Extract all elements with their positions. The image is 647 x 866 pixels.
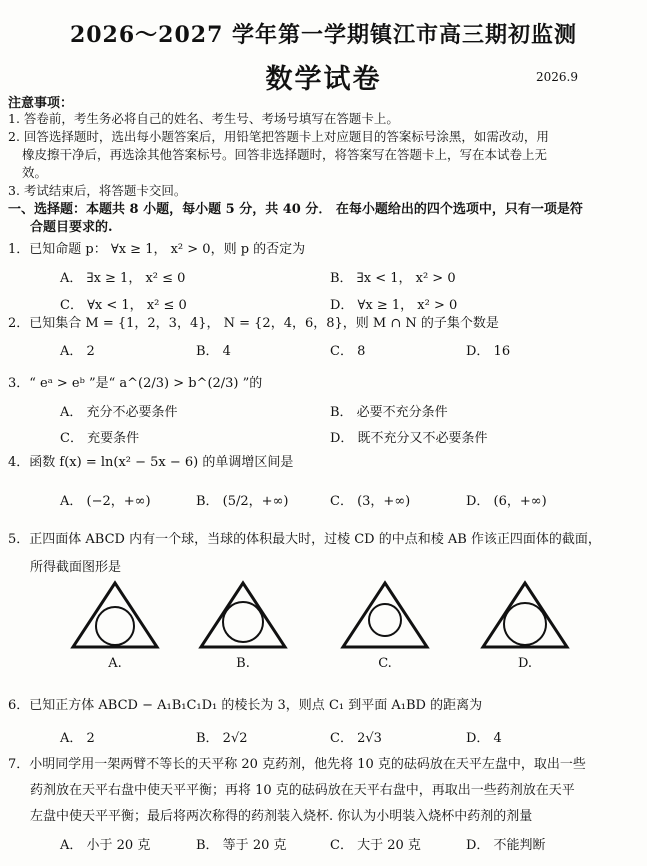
question-6-option-b: B． 2√2 <box>196 731 248 746</box>
question-6-stem: 6．已知正方体 ABCD − A₁B₁C₁D₁ 的棱长为 3，则点 C₁ 到平面 A₁BD 的距离为 <box>8 698 483 713</box>
notes-heading: 注意事项： <box>8 96 74 111</box>
question-7-stem-cont: 左盘中使天平平衡；最后将两次称得的药剂装入烧杯. 你认为小明装入烧杯中药剂的剂量 <box>30 809 533 824</box>
note-line: 2. 回答选择题时，选出每小题答案后，用铅笔把答题卡上对应题目的答案标号涂黑，如需改动，用 <box>8 129 549 144</box>
note-line: 1. 答卷前，考生务必将自己的姓名、考生号、考场号填写在答题卡上。 <box>8 111 399 126</box>
question-4-option-b: B． (5/2，+∞) <box>196 494 289 509</box>
question-2-option-a: A． 2 <box>60 344 95 359</box>
exam-subject: 数学试卷 <box>265 64 382 95</box>
question-3-option-d: D． 既不充分又不必要条件 <box>330 431 488 446</box>
question-1-option-a: A． ∃x ≥ 1， x² ≤ 0 <box>60 271 186 286</box>
question-5-stem: 5．正四面体 ABCD 内有一个球，当球的体积最大时，过棱 CD 的中点和棱 AB 作该正四面体的截面， <box>8 532 601 547</box>
question-5-figures <box>60 580 620 680</box>
figure-label: D. <box>517 656 533 671</box>
question-1-option-b: B． ∃x < 1， x² > 0 <box>330 271 456 286</box>
note-line: 3. 考试结束后，将答题卡交回。 <box>8 183 187 198</box>
triangle-circle-icon <box>69 580 161 650</box>
question-1-option-d: D． ∀x ≥ 1， x² > 0 <box>330 298 458 313</box>
question-7-stem-cont: 药剂放在天平右盘中使天平平衡；再将 10 克的砝码放在天平右盘中，再取出一些药剂放在天平 <box>30 783 575 798</box>
question-3-option-c: C． 充要条件 <box>60 431 140 446</box>
question-4-stem: 4．函数 f(x) = ln(x² − 5x − 6) 的单调增区间是 <box>8 455 294 470</box>
question-6-option-a: A． 2 <box>60 731 95 746</box>
question-5-figure-a <box>60 580 170 671</box>
question-2-option-c: C． 8 <box>330 344 366 359</box>
question-7-stem: 7．小明同学用一架两臂不等长的天平称 20 克药剂，他先将 10 克的砝码放在天平左盘中，取出一些 <box>8 757 586 772</box>
exam-date: 2026.9 <box>536 70 578 84</box>
question-7-option-d: D． 不能判断 <box>466 838 546 853</box>
figure-label: A. <box>108 656 122 671</box>
question-3-option-a: A． 充分不必要条件 <box>60 405 178 420</box>
question-5-figure-b <box>188 580 298 671</box>
question-6-option-c: C． 2√3 <box>330 731 382 746</box>
question-7-option-c: C． 大于 20 克 <box>330 838 421 853</box>
figure-label: B. <box>236 656 250 671</box>
question-3-option-b: B． 必要不充分条件 <box>330 405 448 420</box>
figure-label: C. <box>378 656 392 671</box>
question-6-option-d: D． 4 <box>466 731 502 746</box>
note-line: 橡皮擦干净后，再选涂其他答案标号。回答非选择题时，将答案写在答题卡上，写在本试卷上无 <box>22 147 548 162</box>
question-4-option-d: D． (6，+∞) <box>466 494 547 509</box>
exam-title: 2026～2027 学年第一学期镇江市高三期初监测 <box>69 22 578 48</box>
question-5-figure-d <box>470 580 580 671</box>
question-7-option-a: A． 小于 20 克 <box>60 838 151 853</box>
question-7-option-b: B． 等于 20 克 <box>196 838 287 853</box>
section-heading-cont: 合题目要求的. <box>30 220 113 235</box>
question-5-figure-c <box>330 580 440 671</box>
question-4-option-c: C． (3，+∞) <box>330 494 411 509</box>
question-4-option-a: A． (−2，+∞) <box>60 494 151 509</box>
question-5-stem-cont: 所得截面图形是 <box>30 560 122 575</box>
question-2-option-b: B． 4 <box>196 344 231 359</box>
question-1-stem: 1．已知命题 p： ∀x ≥ 1， x² > 0，则 p 的否定为 <box>8 242 306 257</box>
triangle-circle-icon <box>197 580 289 650</box>
triangle-circle-icon <box>339 580 431 650</box>
triangle-circle-icon <box>479 580 571 650</box>
question-2-stem: 2．已知集合 M = {1，2，3，4}， N = {2，4，6，8}，则 M ∩ N 的子集个数是 <box>8 316 499 331</box>
question-3-stem: 3．“ eᵃ > eᵇ ”是“ a^(2/3) > b^(2/3) ”的 <box>8 376 263 391</box>
question-2-option-d: D． 16 <box>466 344 511 359</box>
note-line: 效。 <box>22 165 48 180</box>
section-heading: 一、选择题：本题共 8 小题，每小题 5 分，共 40 分． 在每小题给出的四个选项中，只有一项是符 <box>8 202 583 217</box>
question-1-option-c: C． ∀x < 1， x² ≤ 0 <box>60 298 187 313</box>
